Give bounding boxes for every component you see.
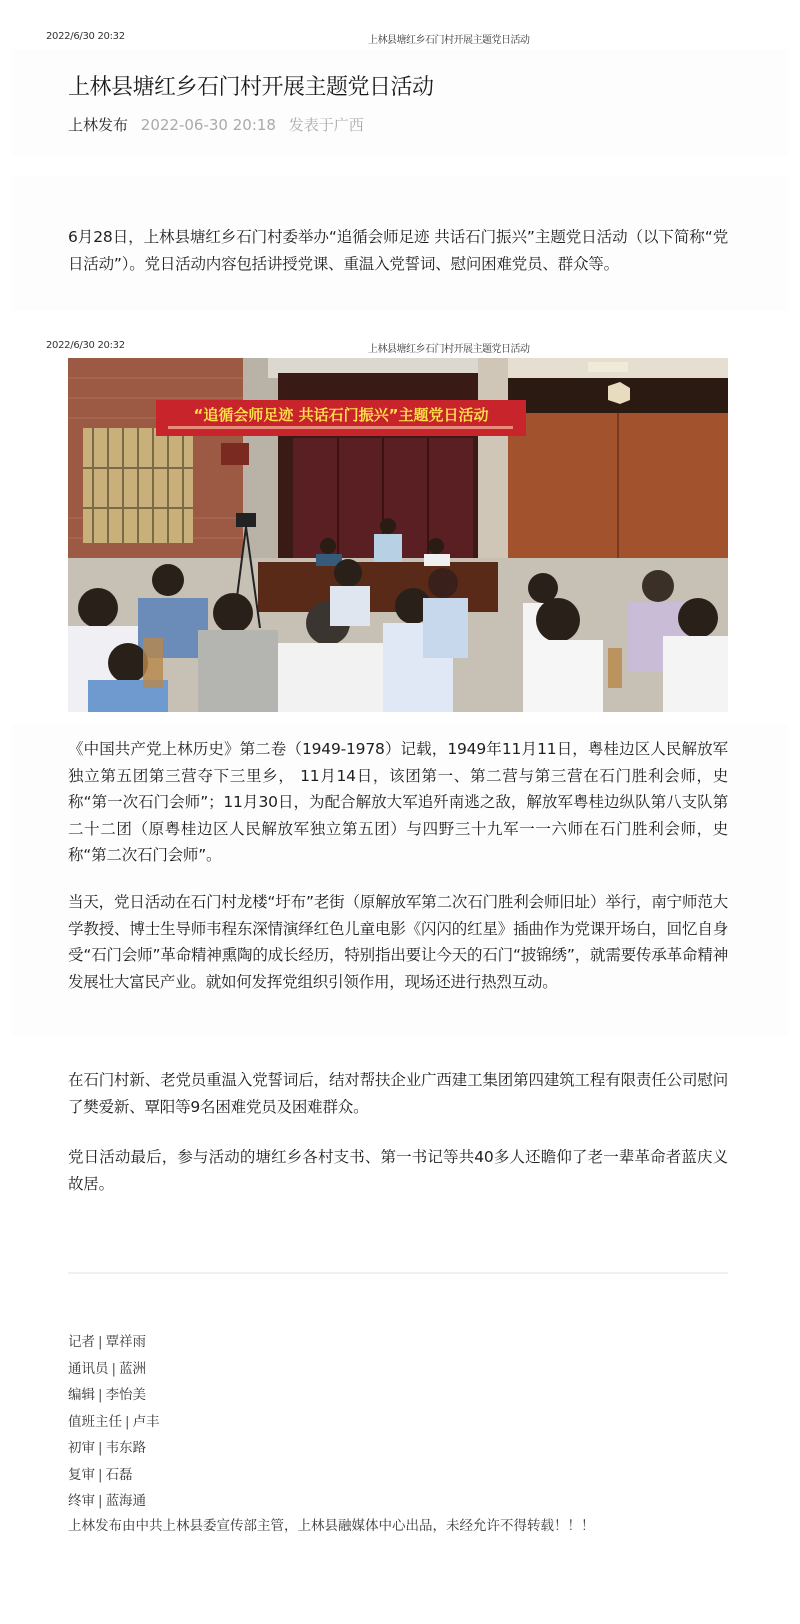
- credit-separator: |: [111, 1360, 117, 1377]
- copyright-notice: 上林发布由中共上林县委宣传部主管，上林县融媒体中心出品，未经允许不得转载！！！: [68, 1518, 595, 1534]
- credit-reporter: [68, 1329, 160, 1356]
- publish-location: 发表于广西: [288, 116, 364, 134]
- credit-role: 编辑: [68, 1387, 95, 1403]
- section-divider: [68, 1272, 728, 1274]
- author-link[interactable]: 上林发布: [68, 116, 129, 134]
- credit-separator: |: [98, 1387, 103, 1403]
- print-header-second: [0, 340, 800, 360]
- credit-first-review: [68, 1435, 160, 1462]
- credit-name: 覃祥雨: [105, 1334, 147, 1350]
- credit-role: 记者: [68, 1334, 95, 1350]
- credit-final-review: [68, 1488, 160, 1515]
- paragraph-event: 当天，党日活动在石门村龙楼“圩布”老街（原解放军第二次石门胜利会师旧址）举行，南宁师范大学教授、博士生导师韦程东深情演绎红色儿童电影《闪闪的红星》插曲作为党课开场白，回忆自身受“石门会师”革命精神熏陶的成长经历，特别指出要让今天的石门“披锦绣”，就需要传承革命精神发展壮大富民产业。就如何发挥党组织引领作用，现场还进行热烈互动。: [68, 893, 728, 991]
- print-header-title: 上林县塘红乡石门村开展主题党日活动: [368, 35, 530, 46]
- event-photo: [68, 358, 728, 712]
- print-header-top: [0, 31, 800, 51]
- credit-role: 初审: [68, 1440, 95, 1456]
- credit-role: 复审: [68, 1466, 95, 1483]
- article-header-panel: [12, 50, 788, 155]
- paragraph-intro: 6月28日，上林县塘红乡石门村委举办“追循会师足迹 共话石门振兴”主题党日活动（以下简称“党日活动”）。党日活动内容包括讲授党课、重温入党誓词、慰问困难党员、群众等。: [68, 228, 728, 273]
- print-header-title: 上林县塘红乡石门村开展主题党日活动: [368, 344, 530, 355]
- credit-editor: [68, 1382, 160, 1409]
- credit-separator: |: [98, 1440, 103, 1456]
- credit-name: 李怡美: [105, 1387, 147, 1403]
- credit-role: 通讯员: [68, 1360, 109, 1377]
- banner-text: “追循会师足迹 共话石门振兴”主题党日活动: [193, 406, 489, 424]
- credit-role: 终审: [68, 1493, 95, 1509]
- credit-correspondent: [68, 1356, 160, 1383]
- print-header-datetime: 2022/6/30 20:32: [46, 31, 125, 42]
- credit-separator: |: [125, 1413, 130, 1430]
- credit-name: 石磊: [105, 1466, 133, 1483]
- publish-time: 2022-06-30 20:18: [140, 116, 276, 134]
- credit-role: 值班主任: [68, 1413, 122, 1430]
- credit-duty-director: [68, 1409, 160, 1436]
- print-header-datetime: 2022/6/30 20:32: [46, 340, 125, 351]
- credit-name: 蓝海通: [105, 1493, 147, 1509]
- article-title: 上林县塘红乡石门村开展主题党日活动: [68, 75, 434, 100]
- credit-separator: |: [98, 1493, 103, 1509]
- credits-list: [68, 1329, 160, 1515]
- credit-second-review: [68, 1462, 160, 1489]
- credit-separator: |: [98, 1334, 103, 1350]
- event-photo-illustration: [68, 358, 728, 712]
- credit-name: 卢丰: [132, 1413, 160, 1430]
- credit-separator: |: [98, 1466, 103, 1483]
- paragraph-closing: 党日活动最后，参与活动的塘红乡各村支书、第一书记等共40多人还瞻仰了老一辈革命者蓝庆义故居。: [68, 1148, 728, 1193]
- article-byline: [68, 114, 364, 135]
- credit-name: 韦东路: [105, 1440, 147, 1456]
- paragraph-visit: 在石门村新、老党员重温入党誓词后，结对帮扶企业广西建工集团第四建筑工程有限责任公司慰问了樊爱新、覃阳等9名困难党员及困难群众。: [68, 1071, 728, 1116]
- paragraph-history: 《中国共产党上林历史》第二卷（1949-1978）记载，1949年11月11日，粤桂边区人民解放军独立第五团第三营夺下三里乡， 11月14日，该团第一、第二营与第三营在石门胜利会师，史称“第一次石门会师”；11月30日，为配合解放大军追歼南逃之敌，解放军粤桂边纵队第八支队第二十二团（原粤桂边区人民解放军独立第五团）与四野三十九军一一六师在石门胜利会师，史称“第二次石门会师”。: [68, 740, 728, 864]
- credit-name: 蓝洲: [119, 1360, 147, 1377]
